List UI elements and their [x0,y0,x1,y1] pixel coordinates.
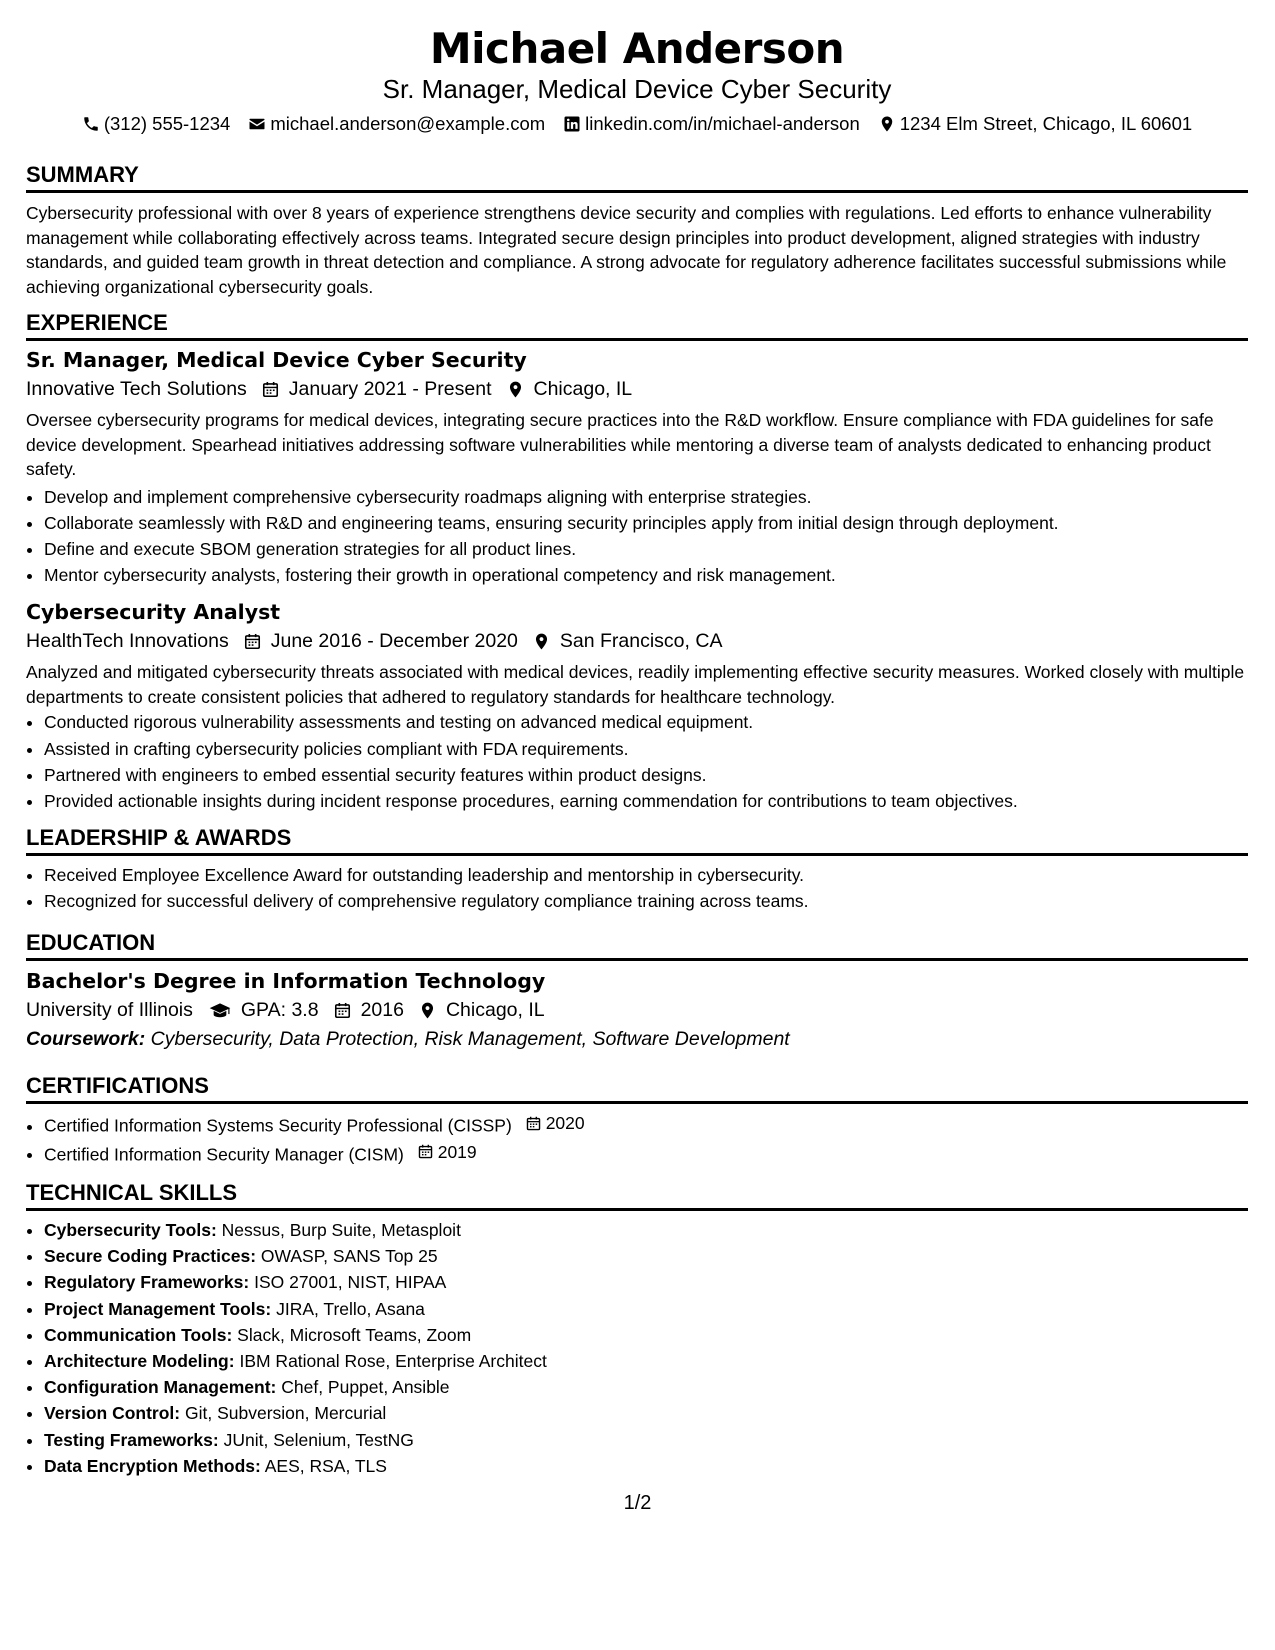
coursework-label: Coursework: [26,1028,146,1050]
section-heading-education: EDUCATION [26,930,1248,961]
job-location: Chicago, IL [533,378,633,400]
skill-label: Testing Frameworks: [44,1429,219,1450]
education-section [26,930,1248,1053]
skill-value: IBM Rational Rose, Enterprise Architect [239,1351,547,1372]
education-meta [26,995,1248,1025]
gpa-text: GPA: 3.8 [240,999,319,1021]
list-item: • Recognized for successful delivery of comprehensive regulatory compliance training across teams. [44,888,1248,914]
skill-label: Architecture Modeling: [44,1351,235,1372]
job-location: San Francisco, CA [559,630,723,653]
skill-label: Secure Coding Practices: [44,1246,257,1267]
skill-value: Chef, Puppet, Ansible [281,1377,450,1398]
skill-value: Nessus, Burp Suite, Metasploit [221,1220,461,1240]
skill-item [44,1217,1248,1243]
contact-linkedin[interactable] [563,112,860,136]
section-heading-leadership: LEADERSHIP & AWARDS [26,825,1248,856]
company-name: Innovative Tech Solutions [26,378,247,400]
experience-section [26,310,1248,814]
job-dates: January 2021 - Present [288,378,492,400]
skill-value: ISO 27001, NIST, HIPAA [254,1272,447,1293]
school-location: Chicago, IL [445,999,545,1021]
contact-phone[interactable] [82,112,231,136]
job-bullets [26,484,1248,589]
skill-item [44,1400,1248,1426]
cert-year: 2019 [437,1141,477,1162]
job-description: Analyzed and mitigated cybersecurity threats associated with medical devices, readily implementing effective security measures. Worked closely with multiple departments to create consistent policies that adhered to regulatory standards for healthcare technology. [26,662,1245,707]
list-item [44,1110,1248,1139]
certifications-section [26,1073,1248,1168]
skill-label: Communication Tools: [44,1324,233,1345]
list-item: • Provided actionable insights during incident response procedures, earning commendation for contributions to team objectives. [44,788,1248,814]
job-meta [26,626,1248,656]
skill-item [44,1296,1248,1322]
skill-value: AES, RSA, TLS [264,1455,387,1476]
degree-title: Bachelor's Degree in Information Technology [26,969,546,993]
linkedin-icon [563,115,581,133]
phone-text: (312) 555-1234 [103,113,231,134]
coursework [26,1025,1248,1053]
section-heading-summary: SUMMARY [26,162,1248,193]
list-item: • Define and execute SBOM generation strategies for all product lines. [44,536,1248,562]
skill-item [44,1269,1248,1295]
contact-address [878,112,1192,136]
skill-item [44,1453,1248,1479]
envelope-icon [248,115,266,133]
job-dates: June 2016 - December 2020 [270,630,518,653]
job-description: Oversee cybersecurity programs for medical devices, integrating secure practices into the R&D workflow. Ensure compliance with FDA guidelines for safe device development. Spearhead initiatives addressing software vulnerabilities while mentoring a diverse team of analysts dedicated to enhancing product safety. [26,410,1214,479]
calendar-icon [243,631,263,651]
cert-year: 2020 [545,1113,585,1133]
skill-value: JUnit, Selenium, TestNG [223,1429,414,1450]
list-item [44,1139,1248,1168]
cert-date [417,1139,477,1165]
job-title: Sr. Manager, Medical Device Cyber Security [26,348,527,372]
resume-page [26,0,1248,1476]
section-heading-skills: TECHNICAL SKILLS [26,1180,1248,1211]
list-item: • Partnered with engineers to embed essential security features within product designs. [44,762,1248,788]
list-item: • Develop and implement comprehensive cybersecurity roadmaps aligning with enterprise strategies. [44,484,1248,510]
skill-item [44,1348,1248,1374]
skills-list [26,1217,1248,1479]
skill-value: OWASP, SANS Top 25 [260,1246,438,1267]
school-name: University of Illinois [26,999,193,1021]
skill-item [44,1427,1248,1453]
calendar-icon [261,379,281,399]
contact-email[interactable] [248,112,545,136]
section-heading-experience: EXPERIENCE [26,310,1248,341]
certifications-list [26,1110,1248,1168]
coursework-text: Cybersecurity, Data Protection, Risk Management, Software Development [150,1028,790,1050]
skill-label: Project Management Tools: [44,1298,272,1319]
job-meta [26,374,1248,404]
calendar-icon [525,1114,543,1132]
list-item: • Mentor cybersecurity analysts, fostering their growth in operational competency and risk management. [44,562,1248,588]
email-text: michael.anderson@example.com [270,113,546,134]
job-entry [26,346,1248,588]
skills-section [26,1180,1248,1479]
skill-label: Cybersecurity Tools: [44,1220,217,1240]
contact-bar [26,112,1248,136]
map-pin-icon [878,115,896,133]
summary-section [26,162,1248,299]
graduation-year: 2016 [360,999,404,1021]
skill-item [44,1322,1248,1348]
map-pin-icon [532,631,552,651]
phone-icon [82,115,100,133]
list-item: • Collaborate seamlessly with R&D and engineering teams, ensuring security principles apply from initial design through deployment. [44,510,1248,536]
map-pin-icon [418,1000,438,1020]
skill-value: Slack, Microsoft Teams, Zoom [237,1324,472,1345]
address-text: 1234 Elm Street, Chicago, IL 60601 [899,113,1193,134]
skill-label: Configuration Management: [44,1377,277,1398]
cert-name: Certified Information Security Manager (CISM) [44,1144,404,1165]
cert-date [525,1110,585,1136]
cert-name: Certified Information Systems Security Professional (CISSP) [44,1115,512,1136]
leadership-section [26,825,1248,914]
graduation-cap-icon [207,1000,233,1020]
section-heading-certifications: CERTIFICATIONS [26,1073,1248,1104]
skill-label: Version Control: [44,1403,181,1424]
calendar-icon [333,1000,353,1020]
skill-value: JIRA, Trello, Asana [276,1298,425,1319]
candidate-name: Michael Anderson [429,24,845,73]
company-name: HealthTech Innovations [26,630,229,653]
skill-label: Regulatory Frameworks: [44,1272,250,1293]
skill-item [44,1374,1248,1400]
calendar-icon [417,1143,435,1161]
list-item: • Conducted rigorous vulnerability assessments and testing on advanced medical equipment. [44,709,1248,735]
leadership-list [26,862,1248,914]
job-title: Cybersecurity Analyst [26,600,281,625]
map-pin-icon [506,379,526,399]
job-entry [26,598,1248,814]
linkedin-text: linkedin.com/in/michael-anderson [585,113,860,134]
list-item: • Assisted in crafting cybersecurity policies compliant with FDA requirements. [44,736,1248,762]
skill-label: Data Encryption Methods: [44,1455,261,1476]
list-item: • Received Employee Excellence Award for outstanding leadership and mentorship in cybersecurity. [44,862,1248,888]
candidate-title: Sr. Manager, Medical Device Cyber Security [382,74,892,104]
job-bullets [26,709,1248,814]
skill-value: Git, Subversion, Mercurial [185,1403,387,1424]
page-number: 1/2 [623,1492,652,1514]
summary-text: Cybersecurity professional with over 8 years of experience strengthens device security and complies with regulations. Led efforts to enhance vulnerability management while collaborating effectively across teams. Integrated secure design principles into product development, aligned strategies with industry standards, and guided team growth in threat detection and compliance. A strong advocate for regulatory adherence facilitates successful submissions while achieving organizational cybersecurity goals. [26,203,1227,297]
skill-item [44,1243,1248,1269]
